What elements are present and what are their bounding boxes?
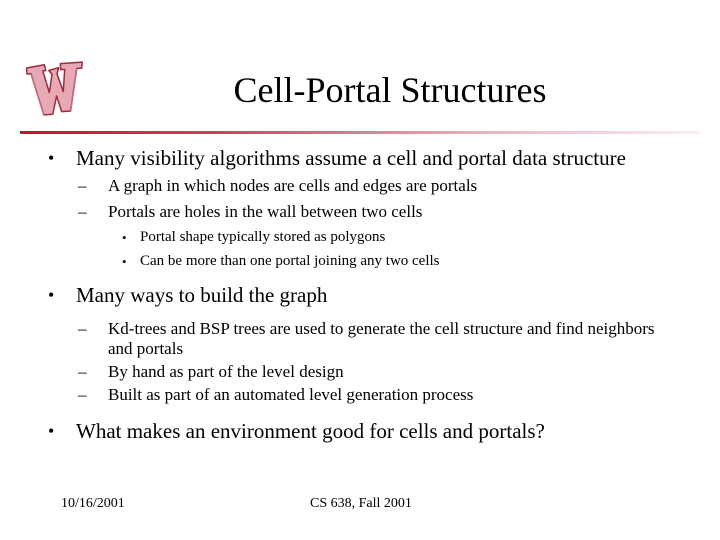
sub-bullet-text: By hand as part of the level design [108, 362, 344, 381]
bullet-item [0, 146, 720, 170]
slide-body [0, 146, 720, 443]
bullet-dot: • [122, 254, 127, 269]
bullet-dot: • [122, 230, 127, 245]
bullet-text: Many ways to build the graph [76, 283, 328, 307]
sub-bullet-item [0, 319, 720, 359]
sub-bullet-item [0, 385, 720, 405]
bullet-dot: • [48, 148, 55, 168]
footer-course: CS 638, Fall 2001 [310, 496, 412, 511]
title-divider [20, 131, 700, 134]
sub-bullet-text: A graph in which nodes are cells and edges are portals [108, 176, 478, 195]
university-w-logo [20, 52, 92, 124]
sub-sub-bullet-item [0, 252, 720, 271]
bullet-dot: • [48, 421, 55, 441]
bullet-dot: • [48, 285, 55, 305]
bullet-item [0, 419, 720, 443]
sub-sub-bullet-text: Can be more than one portal joining any two cells [140, 253, 440, 269]
sub-bullet-text: Kd-trees and BSP trees are used to generate the cell structure and find neighbors and portals [108, 319, 655, 358]
dash-marker: – [78, 362, 87, 381]
bullet-text: What makes an environment good for cells and portals? [76, 419, 545, 443]
dash-marker: – [78, 202, 87, 221]
dash-marker: – [78, 176, 87, 195]
sub-bullet-item [0, 362, 720, 382]
dash-marker: – [78, 319, 87, 338]
sub-sub-bullet-item [0, 228, 720, 247]
sub-sub-bullet-text: Portal shape typically stored as polygons [140, 229, 386, 245]
sub-bullet-text: Built as part of an automated level generation process [108, 385, 474, 404]
slide-title: Cell-Portal Structures [233, 70, 547, 110]
bullet-text: Many visibility algorithms assume a cell and portal data structure [76, 146, 626, 170]
sub-bullet-text: Portals are holes in the wall between two cells [108, 202, 423, 221]
sub-bullet-item [0, 202, 720, 222]
dash-marker: – [78, 385, 87, 404]
footer-date: 10/16/2001 [61, 496, 125, 511]
sub-bullet-item [0, 176, 720, 196]
bullet-item [0, 283, 720, 307]
